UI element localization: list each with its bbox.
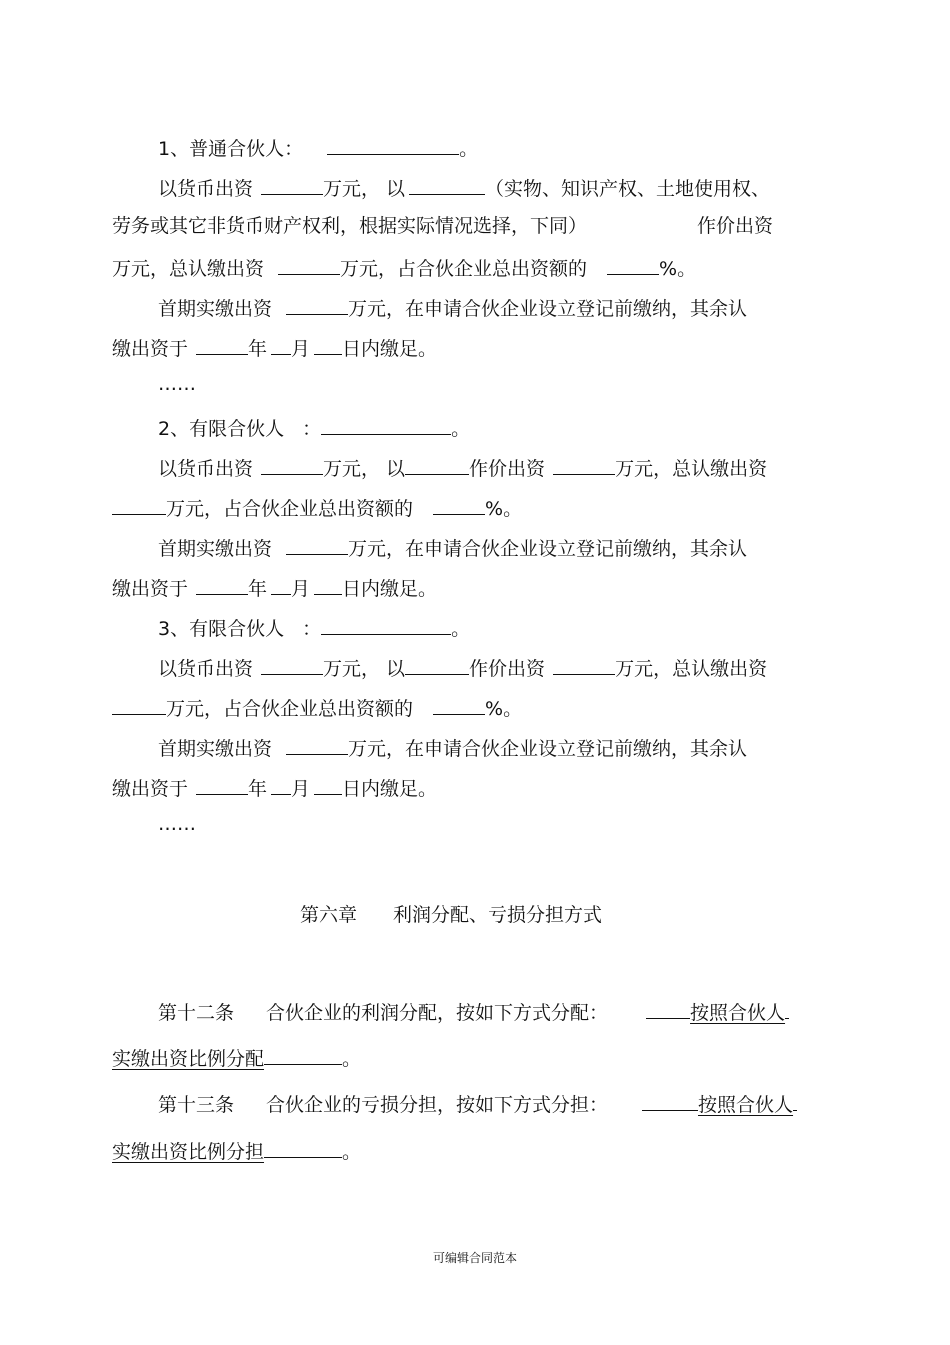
partner-1-total-line: 万元，总认缴出资 万元，占合伙企业总出资额的 %。 xyxy=(112,254,696,278)
partner-3-deadline: 缴出资于 年 月 日内缴足。 xyxy=(112,774,437,798)
article-fill[interactable]: 按照合伙人 xyxy=(690,1002,786,1024)
article-13-continued: 实缴出资比例分担 。 xyxy=(112,1137,361,1161)
blank-first-payment[interactable] xyxy=(286,534,348,555)
blank-month[interactable] xyxy=(271,574,291,595)
blank-month[interactable] xyxy=(271,774,291,795)
partner-1-cash-line: 以货币出资 万元， 以 （实物、知识产权、土地使用权、 xyxy=(158,174,770,198)
partner-2-heading: 2、有限合伙人 ： 。 xyxy=(158,414,470,438)
article-number: 第十二条 xyxy=(158,1002,235,1024)
blank-noncash-type[interactable] xyxy=(405,454,469,475)
blank-partner-name[interactable] xyxy=(321,414,451,435)
partner-1-first-payment: 首期实缴出资 万元，在申请合伙企业设立登记前缴纳，其余认 xyxy=(158,294,747,318)
partner-3-heading: 3、有限合伙人 ： 。 xyxy=(158,614,470,638)
ellipsis: …… xyxy=(158,813,196,835)
blank-year[interactable] xyxy=(196,774,248,795)
blank-partner-name[interactable] xyxy=(327,134,459,155)
blank-total-amount[interactable] xyxy=(112,694,166,715)
ellipsis: …… xyxy=(158,373,196,395)
blank-noncash-amount[interactable] xyxy=(553,454,615,475)
blank-percentage[interactable] xyxy=(607,254,659,275)
partner-1-deadline: 缴出资于 年 月 日内缴足。 xyxy=(112,334,437,358)
partner-3-first-payment: 首期实缴出资 万元，在申请合伙企业设立登记前缴纳，其余认 xyxy=(158,734,747,758)
blank-total-amount[interactable] xyxy=(112,494,166,515)
blank-noncash-type[interactable] xyxy=(409,174,485,195)
article-fill[interactable]: 实缴出资比例分配 xyxy=(112,1048,265,1070)
blank-month[interactable] xyxy=(271,334,291,355)
article-number: 第十三条 xyxy=(158,1094,235,1116)
chapter-heading xyxy=(300,903,602,927)
page-footer: 可编辑合同范本 xyxy=(432,1251,517,1265)
blank-first-payment[interactable] xyxy=(286,734,348,755)
blank-day[interactable] xyxy=(314,334,342,355)
blank-partner-name[interactable] xyxy=(321,614,451,635)
blank-noncash-type[interactable] xyxy=(405,654,469,675)
article-12-continued: 实缴出资比例分配 。 xyxy=(112,1044,361,1068)
partner-2-cash-line: 以货币出资 万元， 以 作价出资 万元，总认缴出资 xyxy=(158,454,767,478)
blank-noncash-amount[interactable] xyxy=(553,654,615,675)
chapter-title: 利润分配、亏损分担方式 xyxy=(393,904,603,926)
blank-cash-amount[interactable] xyxy=(261,654,323,675)
blank-cash-amount[interactable] xyxy=(261,454,323,475)
partner-2-first-payment: 首期实缴出资 万元，在申请合伙企业设立登记前缴纳，其余认 xyxy=(158,534,747,558)
partner-2-deadline: 缴出资于 年 月 日内缴足。 xyxy=(112,574,437,598)
blank-cash-amount[interactable] xyxy=(261,174,323,195)
blank-year[interactable] xyxy=(196,334,248,355)
blank-percentage[interactable] xyxy=(433,494,485,515)
blank-percentage[interactable] xyxy=(433,694,485,715)
blank-first-payment[interactable] xyxy=(286,294,348,315)
chapter-number: 第六章 xyxy=(300,904,358,926)
article-13: 第十三条 合伙企业的亏损分担，按如下方式分担： 按照合伙人 xyxy=(158,1090,797,1114)
article-fill[interactable]: 实缴出资比例分担 xyxy=(112,1141,265,1163)
blank-total-amount[interactable] xyxy=(278,254,340,275)
blank-year[interactable] xyxy=(196,574,248,595)
partner-3-total-line: 万元，占合伙企业总出资额的 %。 xyxy=(112,694,522,718)
blank-day[interactable] xyxy=(314,774,342,795)
partner-1-heading: 1、普通合伙人： 。 xyxy=(158,134,478,158)
article-fill[interactable]: 按照合伙人 xyxy=(698,1094,794,1116)
blank-day[interactable] xyxy=(314,574,342,595)
partner-3-cash-line: 以货币出资 万元， 以 作价出资 万元，总认缴出资 xyxy=(158,654,767,678)
partner-2-total-line: 万元，占合伙企业总出资额的 %。 xyxy=(112,494,522,518)
article-12: 第十二条 合伙企业的利润分配，按如下方式分配： 按照合伙人 xyxy=(158,998,789,1022)
partner-title: 3、有限合伙人 xyxy=(158,618,285,640)
partner-title: 1、普通合伙人： xyxy=(158,138,304,160)
partner-1-noncash-line: 劳务或其它非货币财产权利，根据实际情况选择，下同） 作价出资 xyxy=(112,215,774,237)
partner-title: 2、有限合伙人 xyxy=(158,418,285,440)
